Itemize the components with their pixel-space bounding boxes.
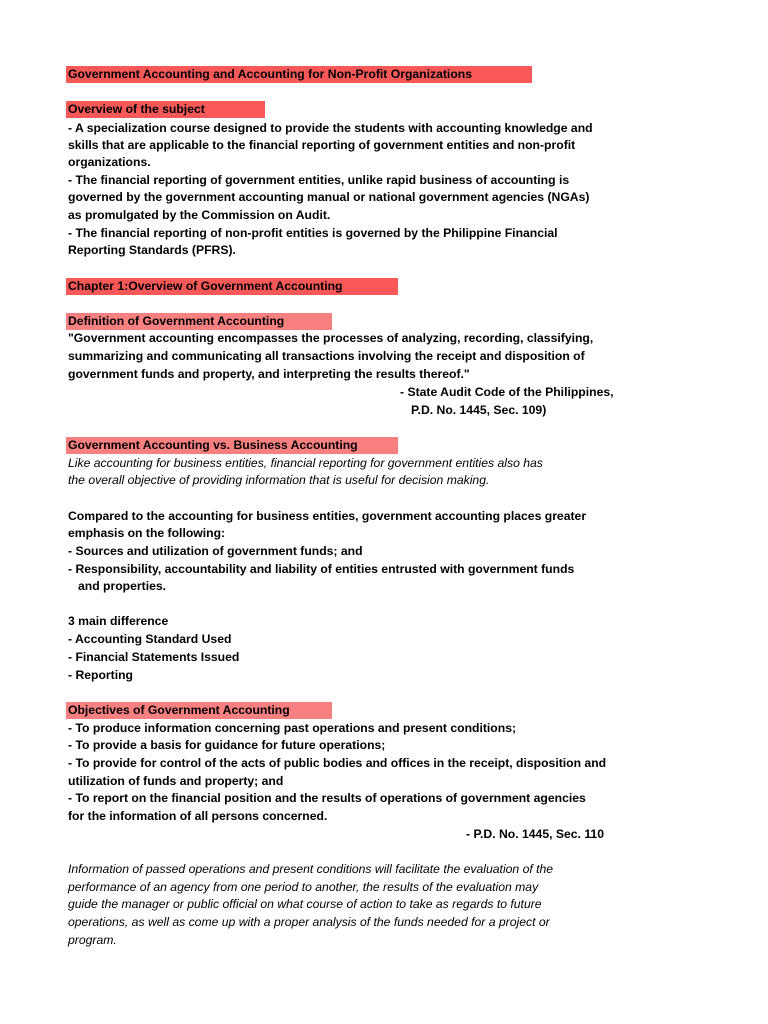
objective-line: - To report on the financial position and the results of operations of government agencies	[68, 791, 586, 805]
difference-item: - Reporting	[68, 668, 133, 682]
overview-line: - The financial reporting of non-profit entities is governed by the Philippine Financial	[68, 226, 558, 240]
comparison-line: emphasis on the following:	[68, 526, 226, 540]
objective-line: - To provide for control of the acts of public bodies and offices in the receipt, disposition and	[68, 756, 607, 770]
overview-line: as promulgated by the Commission on Audit.	[68, 208, 331, 222]
objective-line: - To provide a basis for guidance for future operations;	[68, 738, 386, 752]
objectives-italic-line: guide the manager or public official on what course of action to take as regards to future	[68, 897, 542, 911]
objective-line: utilization of funds and property; and	[68, 774, 284, 788]
document-title: Government Accounting and Accounting for Non-Profit Organizations	[68, 67, 472, 81]
comparison-line: - Responsibility, accountability and liability of entities entrusted with government funds	[68, 562, 575, 576]
overview-line: - A specialization course designed to provide the students with accounting knowledge and	[68, 121, 593, 135]
definition-citation: P.D. No. 1445, Sec. 109)	[411, 403, 547, 417]
comparison-italic-line: Like accounting for business entities, financial reporting for government entities also has	[68, 456, 543, 470]
objectives-italic-line: Information of passed operations and present conditions will facilitate the evaluation of the	[68, 862, 554, 876]
comparison-heading: Government Accounting vs. Business Accounting	[68, 438, 358, 452]
comparison-line: and properties.	[78, 579, 167, 593]
comparison-italic-line: the overall objective of providing information that is useful for decision making.	[68, 473, 490, 487]
overview-line: governed by the government accounting manual or national government agencies (NGAs)	[68, 190, 590, 204]
differences-heading: 3 main difference	[68, 614, 169, 628]
overview-heading: Overview of the subject	[68, 102, 205, 116]
definition-quote-line: "Government accounting encompasses the processes of analyzing, recording, classifying,	[68, 331, 594, 345]
objectives-italic-line: performance of an agency from one period to another, the results of the evaluation may	[68, 880, 539, 894]
objectives-heading: Objectives of Government Accounting	[68, 703, 290, 717]
objectives-italic-line: program.	[68, 933, 117, 947]
definition-quote-line: government funds and property, and interpreting the results thereof."	[68, 367, 470, 381]
objectives-citation: - P.D. No. 1445, Sec. 110	[466, 827, 604, 841]
comparison-line: Compared to the accounting for business entities, government accounting places greater	[68, 509, 587, 523]
objectives-italic-line: operations, as well as come up with a proper analysis of the funds needed for a project or	[68, 915, 550, 929]
difference-item: - Accounting Standard Used	[68, 632, 232, 646]
overview-line: Reporting Standards (PFRS).	[68, 243, 236, 257]
definition-quote-line: summarizing and communicating all transactions involving the receipt and disposition of	[68, 349, 585, 363]
overview-line: - The financial reporting of government entities, unlike rapid business of accounting is	[68, 173, 570, 187]
definition-heading: Definition of Government Accounting	[68, 314, 285, 328]
objective-line: - To produce information concerning past operations and present conditions;	[68, 721, 517, 735]
objective-line: for the information of all persons concerned.	[68, 809, 328, 823]
overview-line: skills that are applicable to the financial reporting of government entities and non-profit	[68, 138, 576, 152]
comparison-line: - Sources and utilization of government funds; and	[68, 544, 363, 558]
definition-citation: - State Audit Code of the Philippines,	[400, 385, 614, 399]
overview-line: organizations.	[68, 155, 151, 169]
difference-item: - Financial Statements Issued	[68, 650, 240, 664]
chapter-heading: Chapter 1:Overview of Government Accounting	[68, 279, 343, 293]
